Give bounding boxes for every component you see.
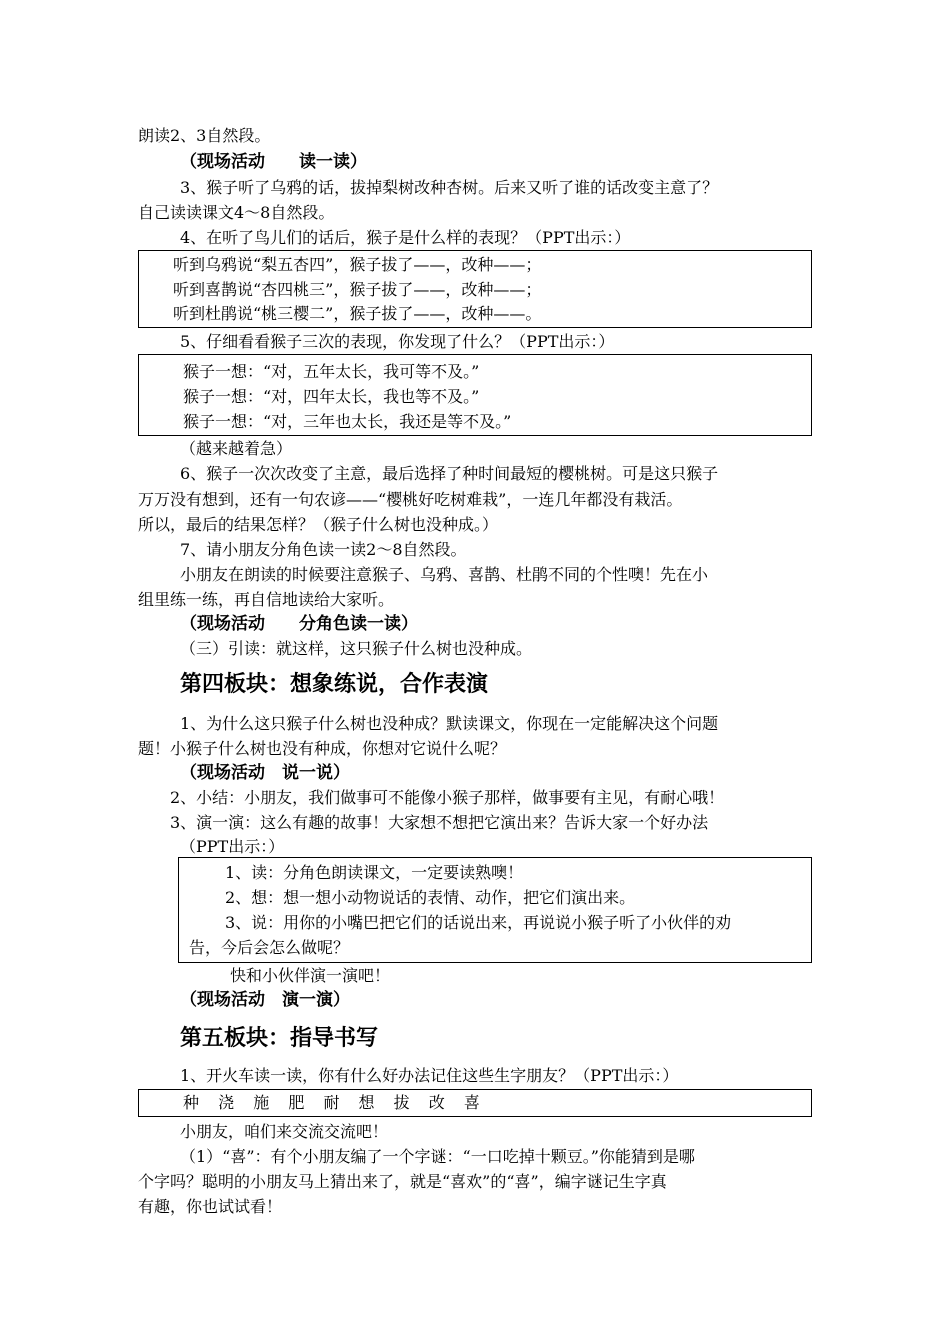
character: 种: [183, 1093, 200, 1112]
character: 耐: [323, 1093, 340, 1112]
text-line: 组里练一练，再自信地读给大家听。: [138, 590, 395, 609]
ppt-box-2: [138, 354, 812, 436]
text-line: 小朋友在朗读的时候要注意猴子、乌鸦、喜鹊、杜鹃不同的个性噢！先在小: [180, 565, 709, 584]
text-line: 4、在听了鸟儿们的话后，猴子是什么样的表现？（PPT出示：）: [180, 228, 631, 247]
activity-label: （现场活动 演一演）: [180, 990, 350, 1010]
text-line: 题！小猴子什么树也没有种成，你想对它说什么呢？: [138, 739, 507, 758]
text-line: 所以，最后的结果怎样？（猴子什么树也没种成。）: [138, 515, 499, 534]
character-box: [138, 1089, 812, 1117]
box-line: 猴子一想：“对，四年太长，我也等不及。”: [183, 387, 480, 406]
character-list: [183, 1091, 494, 1115]
box-line: 1、读：分角色朗读课文，一定要读熟噢！: [225, 863, 524, 882]
text-line: 自己读读课文4～8自然段。: [138, 203, 335, 222]
ppt-box-3: [178, 857, 812, 963]
text-line: 3、猴子听了乌鸦的话，拔掉梨树改种杏树。后来又听了谁的话改变主意了？: [180, 178, 719, 197]
activity-label: （现场活动 读一读）: [180, 152, 367, 172]
box-line: 2、想：想一想小动物说话的表情、动作，把它们演出来。: [225, 888, 636, 907]
text-line: （越来越着急）: [180, 439, 293, 458]
box-line: 听到杜鹃说“桃三樱二”，猴子拔了——，改种——。: [173, 304, 542, 323]
character: 施: [253, 1093, 270, 1112]
text-line: 2、小结：小朋友，我们做事可不能像小猴子那样，做事要有主见，有耐心哦！: [170, 788, 725, 807]
box-line: 猴子一想：“对，三年也太长，我还是等不及。”: [183, 412, 512, 431]
text-line: 6、猴子一次次改变了主意，最后选择了种时间最短的樱桃树。可是这只猴子: [180, 464, 719, 483]
ppt-box-1: [138, 250, 812, 328]
section-heading-5: 第五板块：指导书写: [180, 1026, 379, 1051]
character: 想: [358, 1093, 375, 1112]
box-line: 听到喜鹊说“杏四桃三”，猴子拔了——，改种——；: [173, 280, 542, 299]
text-line: （三）引读：就这样，这只猴子什么树也没种成。: [180, 639, 533, 658]
text-line: 快和小伙伴演一演吧！: [230, 966, 391, 985]
box-line: 猴子一想：“对，五年太长，我可等不及。”: [183, 362, 480, 381]
text-line: 个字吗？聪明的小朋友马上猜出来了，就是“喜欢”的“喜”，编字谜记生字真: [138, 1172, 667, 1191]
character: 改: [428, 1093, 445, 1112]
text-line: 小朋友，咱们来交流交流吧！: [180, 1122, 389, 1141]
text-line: 7、请小朋友分角色读一读2～8自然段。: [180, 540, 467, 559]
text-line: （PPT出示：）: [180, 837, 285, 856]
box-line: 听到乌鸦说“梨五杏四”，猴子拔了——，改种——；: [173, 255, 542, 274]
section-heading-4: 第四板块：想象练说，合作表演: [180, 672, 489, 697]
character: 肥: [288, 1093, 305, 1112]
text-line: 1、开火车读一读，你有什么好办法记住这些生字朋友？（PPT出示：）: [180, 1066, 679, 1085]
activity-label: （现场活动 说一说）: [180, 763, 350, 783]
character: 浇: [218, 1093, 235, 1112]
box-line: 3、说：用你的小嘴巴把它们的话说出来，再说说小猴子听了小伙伴的劝: [225, 913, 732, 932]
text-line: 3、演一演：这么有趣的故事！大家想不想把它演出来？告诉大家一个好办法: [170, 813, 709, 832]
text-line: 万万没有想到，还有一句农谚——“樱桃好吃树难栽”，一连几年都没有栽活。: [138, 490, 683, 509]
text-line: 5、仔细看看猴子三次的表现，你发现了什么？（PPT出示：）: [180, 332, 615, 351]
text-line: 1、为什么这只猴子什么树也没种成？默读课文，你现在一定能解决这个问题: [180, 714, 719, 733]
box-line: 告，今后会怎么做呢？: [189, 938, 350, 957]
text-line: 朗读2、3自然段。: [138, 126, 271, 145]
text-line: 有趣，你也试试看！: [138, 1197, 283, 1216]
activity-label: （现场活动 分角色读一读）: [180, 614, 418, 634]
character: 拔: [393, 1093, 410, 1112]
character: 喜: [463, 1093, 480, 1112]
text-line: （1）“喜”：有个小朋友编了一个字谜：“一口吃掉十颗豆。”你能猜到是哪: [180, 1147, 695, 1166]
